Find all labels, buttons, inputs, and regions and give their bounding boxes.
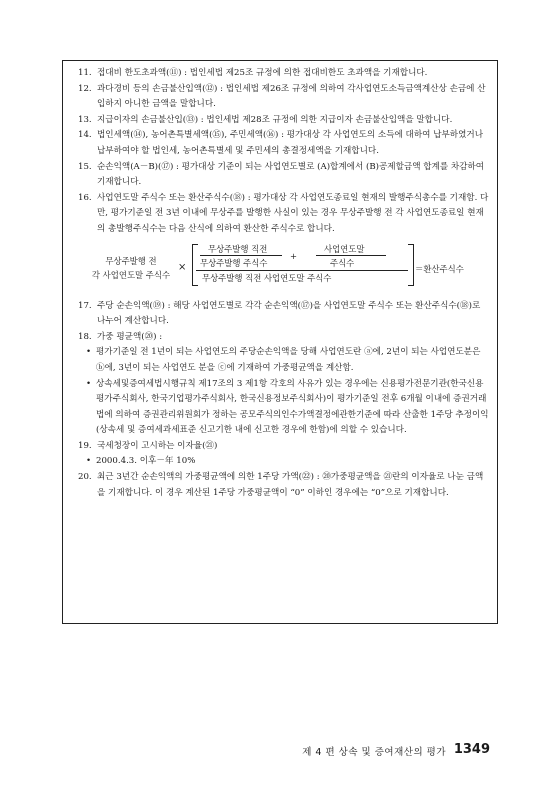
formula-mid-right: 주식수 (330, 257, 355, 268)
item-18: 18. 가중 평균액(⑳) : (78, 331, 163, 342)
item-17: 17. 주당 순손익액(⑲) : 해당 사업연도별로 각각 순손익액(⑰)을 사업연도말 주식수 또는 환산주식수(⑱)로 나누어 계산합니다. (78, 300, 481, 327)
formula-mid-left: 무상주발행 주식수 (200, 257, 268, 268)
right-bracket (408, 244, 414, 286)
item-14: 14. 법인세액(⑭), 농어촌특별세액(⑮), 주민세액(⑯) : 평가대상 각 사업연도의 소득에 대하여 납부하였거나 납부하여야 할 법인세, 농어촌특별세 및 주민세의 총결정세액을 기재합니다. (78, 130, 484, 156)
item-18-bullet-1: • 평가기준일 전 1년이 되는 사업연도의 주당순손익액을 당해 사업연도란 ⓐ에, 2년이 되는 사업연도분은 ⓑ에, 3년이 되는 사업연도 분을 ⓒ에 기재하여 가중평균액을 계산함. (86, 347, 481, 373)
formula-top-right: 사업연도말 (324, 243, 365, 254)
plus-sign: + (290, 250, 298, 261)
document-body (78, 66, 490, 501)
item-20: 20. 최근 3년간 순손익액의 가중평균액에 의한 1주당 가액(㉒) : ⑳가중평균액을 ㉑란의 이자율로 나눈 금액을 기재합니다. 이 경우 계산된 1주당 가중평균액이 “0” 이하인 경우에는 “0”으로 기재합니다. (78, 472, 484, 498)
conversion-formula (78, 240, 490, 296)
item-19: 19. 국세청장이 고시하는 이자율(㉑) (78, 440, 218, 451)
formula-left-label: 무상주발행 전 각 사업연도말 주식수 (91, 255, 171, 280)
formula-denominator: 무상주발행 직전 사업연도말 주식수 (202, 272, 332, 283)
formula-top-left: 무상주발행 직전 (208, 243, 268, 254)
page-number: 1349 (453, 742, 490, 757)
item-12: 12. 과다경비 등의 손금불산입액(⑫) : 법인세법 제26조 규정에 의하여 각사업연도소득금액계산상 손금에 산입하지 아니한 금액을 말합니다. (78, 83, 486, 110)
bullet-icon: • (86, 347, 92, 358)
bullet-icon: • (86, 456, 92, 467)
item-19-bullet-1: • 2000.4.3. 이후－年 10% (78, 454, 490, 470)
item-15: 15. 순손익액(A－B)(⑰) : 평가대상 기준이 되는 사업연도별로 (A)합계에서 (B)공제할금액 합계를 차감하여 기재합니다. (78, 161, 485, 188)
multiply-sign: × (178, 261, 187, 273)
bullet-icon: • (86, 378, 92, 389)
item-11: 11. 접대비 한도초과액(⑪) : 법인세법 제25조 규정에 의한 접대비한도 초과액을 기재합니다. (78, 68, 428, 78)
item-16: 16. 사업연도말 주식수 또는 환산주식수(⑱) : 평가대상 각 사업연도종료일 현재의 발행주식총수를 기재함. 다만, 평가기준일 전 3년 이내에 무상주를 발행한 사실이 있는 경우 무상주발행 전 각 사업연도종료일 현재의 총발행주식수는 다음 산식에 의하여 환산한 주식수로 합니다. (78, 192, 489, 234)
item-18-bullet-2: • 상속세및증여세법시행규칙 제17조의 3 제1항 각호의 사유가 있는 경우에는 신용평가전문기관(한국신용평가주식회사, 한국기업평가주식회사, 한국신용정보주식회사)이 평가기준일 전후 6개월 이내에 증권거래법에 의하여 증권관리위원회가 정하는 공모주식의인수가액결정에관한기준에 따라 산출한 1주당 추정이익(상속세 및 증여세과세표준 신고기한 내에 신고한 경우에 한함)에 의할 수 있습니다. (86, 378, 489, 436)
formula-result: ＝환산주식수 (415, 263, 464, 274)
item-13: 13. 지급이자의 손금불산입(⑬) : 법인세법 제28조 규정에 의한 지급이자 손금불산입액을 말합니다. (78, 114, 453, 125)
left-bracket (192, 244, 198, 286)
footer-section-title: 제 4 편 상속 및 증여재산의 평가 (302, 747, 446, 758)
